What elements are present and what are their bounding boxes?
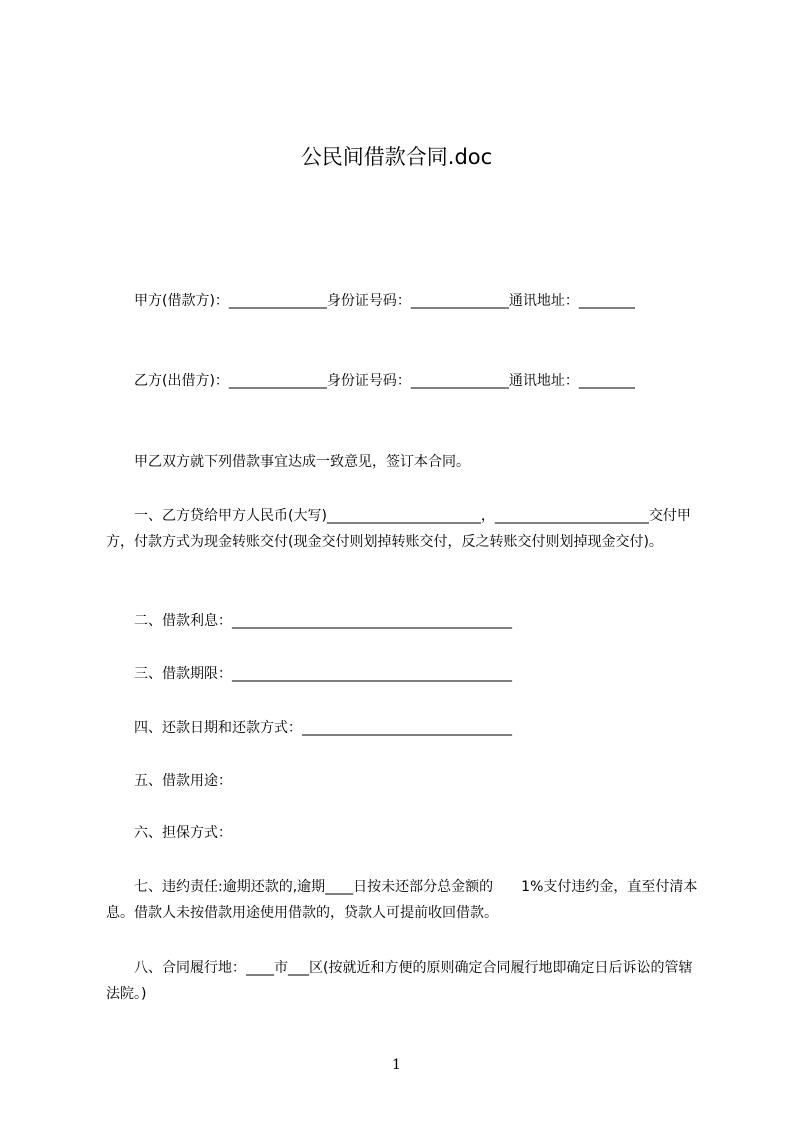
clause-8-performance-place: 八、合同履行地：____市___区(按就近和方便的原则确定合同履行地即确定日后诉讼的管辖法院。): [106, 960, 693, 1002]
agreement-intro: 甲乙双方就下列借款事宜达成一致意见，签订本合同。: [134, 454, 470, 470]
party-b-line: 乙方(出借方)：______________身份证号码：______________通讯地址：________: [134, 373, 635, 389]
document-title: 公民间借款合同.doc: [300, 145, 493, 169]
clause-6-guarantee: 六、担保方式：: [134, 825, 232, 841]
party-a-line: 甲方(借款方)：______________身份证号码：______________通讯地址：________: [134, 293, 635, 309]
page-number: 1: [392, 1057, 401, 1073]
clause-5-purpose: 五、借款用途：: [134, 773, 232, 789]
clause-1-loan-amount: 一、乙方贷给甲方人民币(大写)______________________，______________________交付甲方，付款方式为现金转账交付(现金交付则划掉转账交付，反之转账交付则划掉现金交付)。: [106, 508, 691, 550]
clause-3-term: 三、借款期限：________________________________________: [134, 666, 512, 682]
clause-7-breach: 七、违约责任:逾期还款的,逾期____日按未还部分总金额的 1%支付违约金，直至付清本息。借款人未按借款用途使用借款的，贷款人可提前收回借款。: [106, 879, 698, 921]
clause-2-interest: 二、借款利息：________________________________________: [134, 613, 512, 629]
clause-4-repayment: 四、还款日期和还款方式：______________________________: [134, 720, 512, 736]
